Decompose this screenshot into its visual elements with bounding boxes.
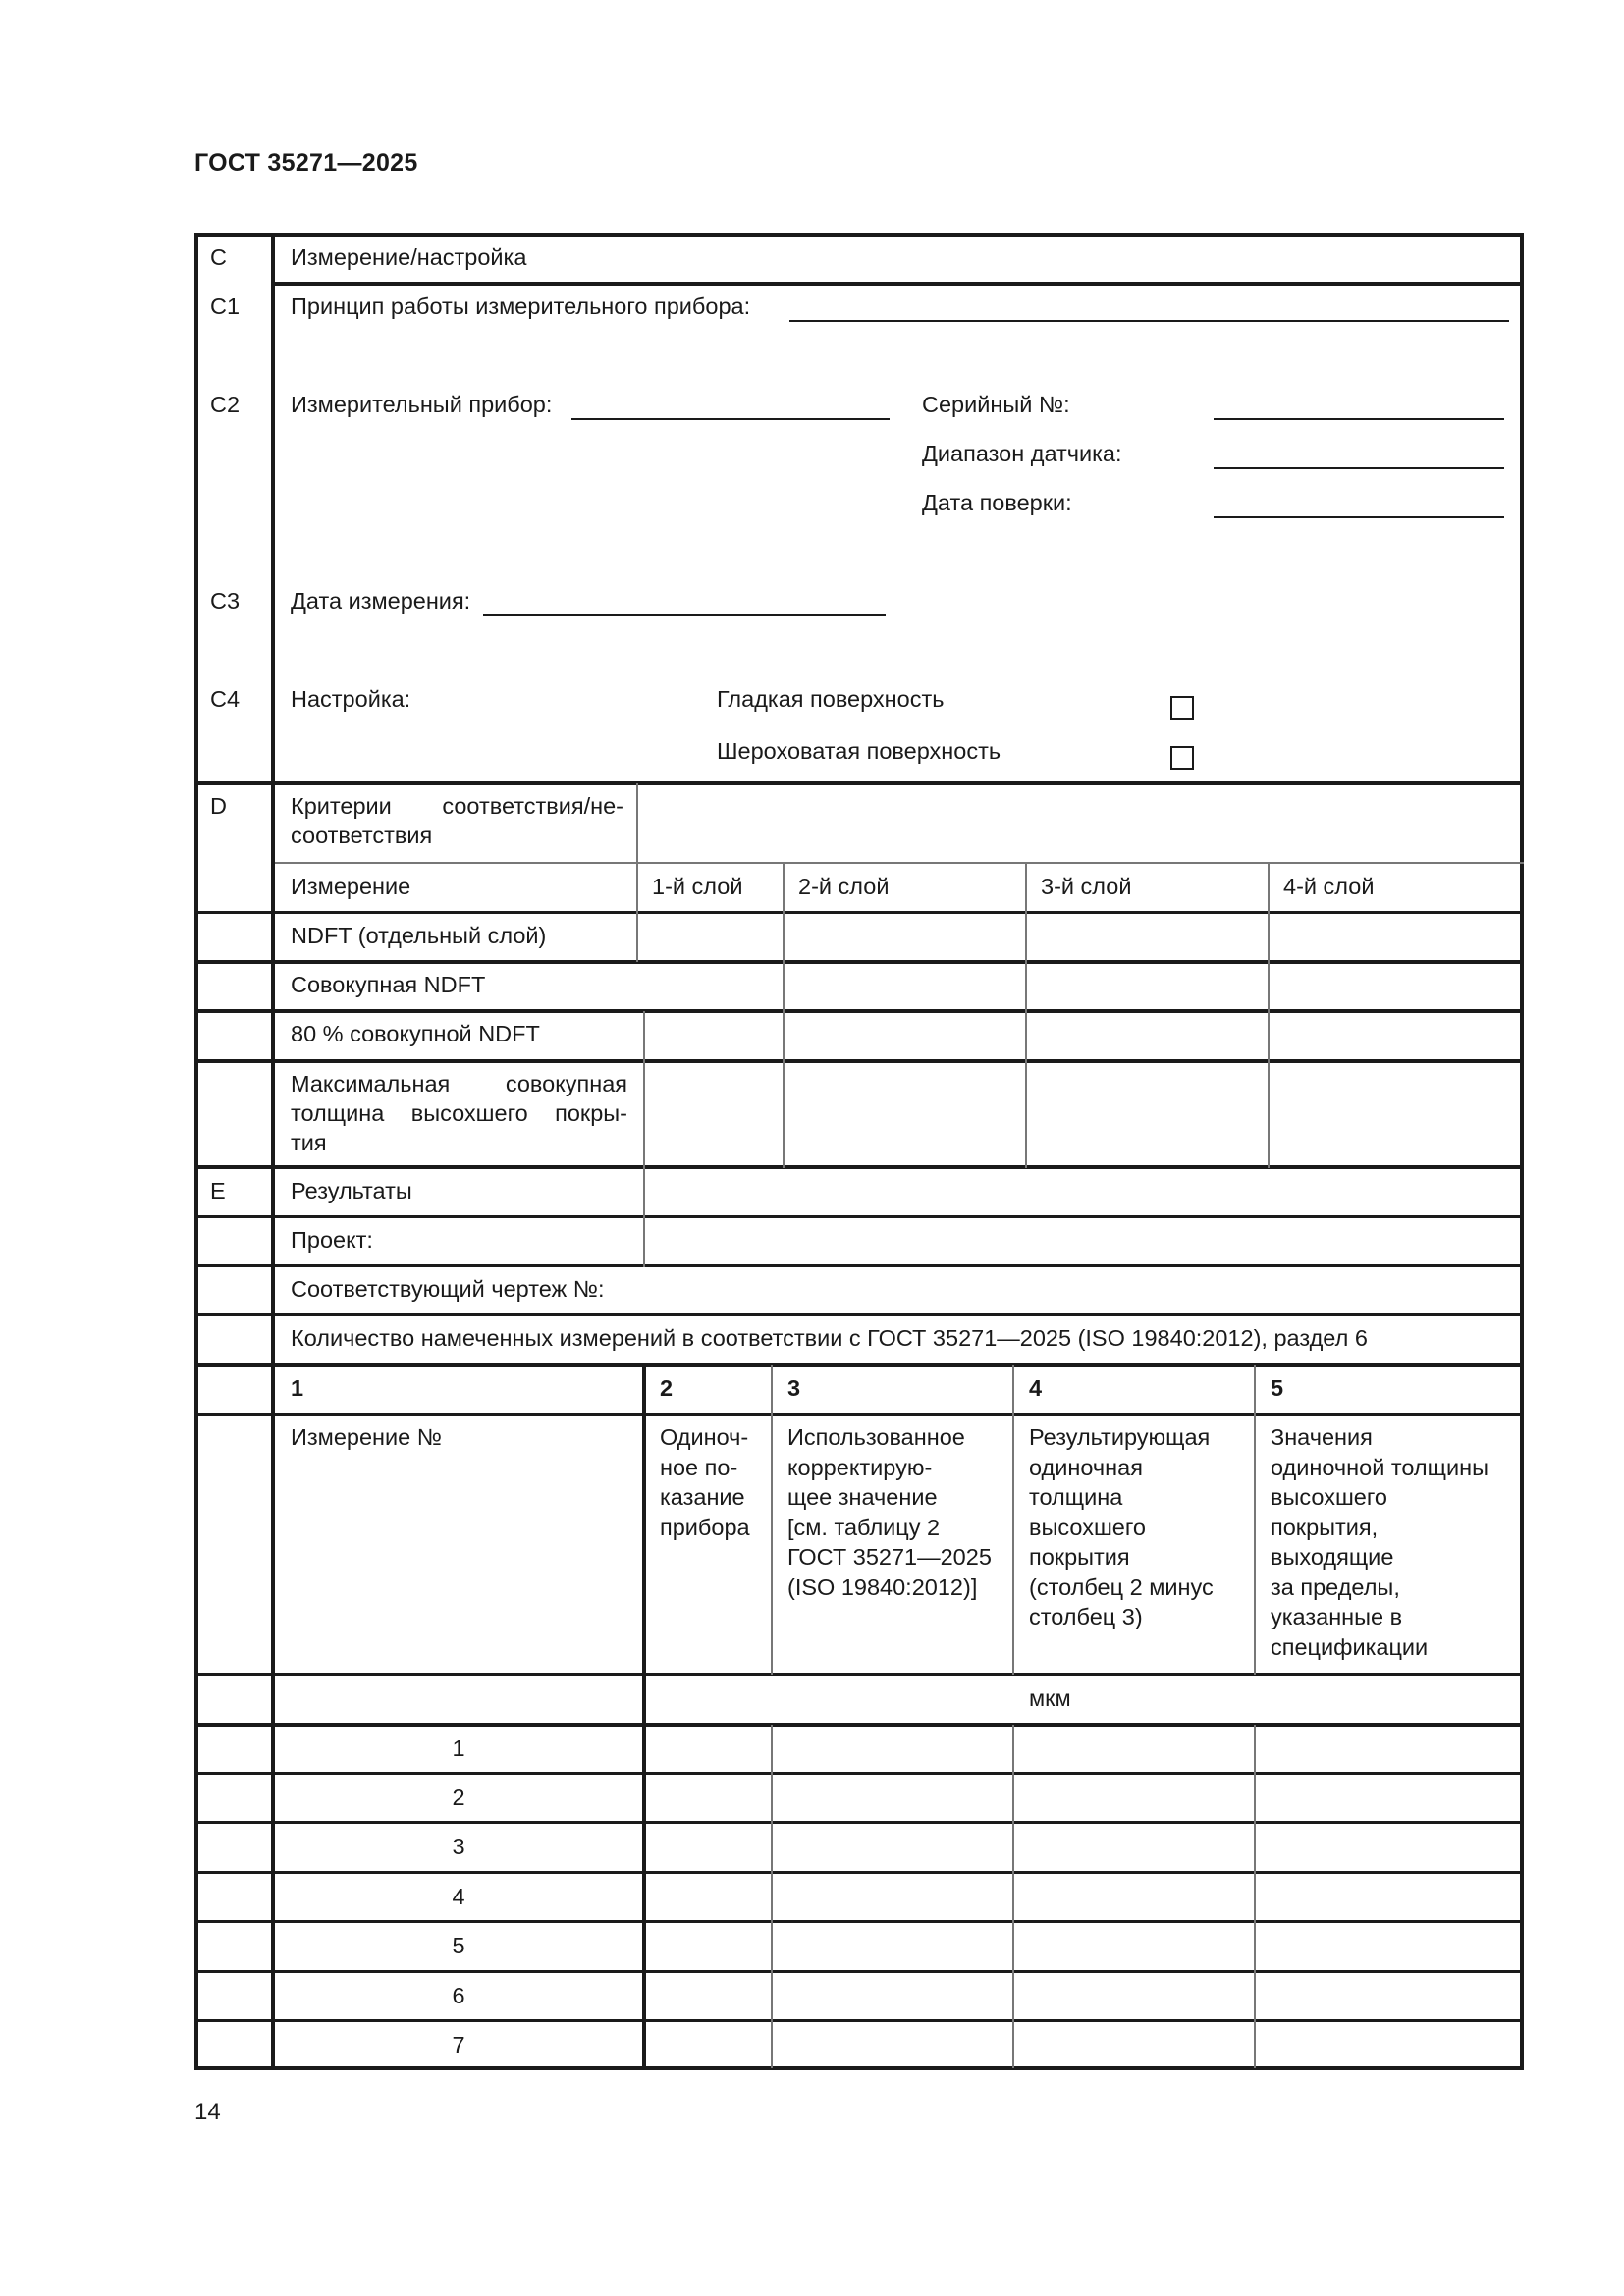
- rule: [194, 1723, 1524, 1727]
- c1-label: Принцип работы измерительного прибора:: [291, 294, 751, 319]
- results-label: Результаты: [291, 1178, 412, 1203]
- frame-top-border: [194, 233, 1524, 237]
- col-number-5: 5: [1271, 1375, 1284, 1401]
- col3-header-line: ГОСТ 35271—2025: [787, 1544, 992, 1570]
- col5-header-line: за пределы,: [1271, 1574, 1400, 1600]
- e-divider: [1254, 1365, 1256, 1675]
- d-divider: [1268, 1011, 1270, 1168]
- layer-2-header: 2-й слой: [798, 874, 890, 899]
- e-divider: [1012, 1725, 1014, 2068]
- col4-header-line: Результирующая: [1029, 1424, 1211, 1450]
- e-main-divider: [642, 1365, 646, 2068]
- rule: [194, 1772, 1524, 1775]
- rule: [275, 862, 1524, 864]
- col-number-4: 4: [1029, 1375, 1043, 1401]
- criteria-line2: соответствия: [291, 823, 433, 848]
- d-divider: [783, 1011, 785, 1168]
- c1-code: C1: [210, 294, 241, 319]
- d-divider: [643, 1011, 645, 1168]
- col-number-1: 1: [291, 1375, 304, 1401]
- rough-surface-checkbox[interactable]: [1170, 746, 1194, 770]
- col1-header: Измерение №: [291, 1424, 442, 1450]
- section-d-code: D: [210, 793, 227, 819]
- col5-header-line: покрытия,: [1271, 1514, 1379, 1540]
- e-divider: [1254, 1725, 1256, 2068]
- frame-right-border: [1520, 233, 1524, 2070]
- col4-header-line: высохшего: [1029, 1514, 1146, 1540]
- layer-1-header: 1-й слой: [652, 874, 743, 899]
- d-divider: [636, 783, 638, 962]
- d-divider: [1025, 1011, 1027, 1168]
- c3-answer-line: [483, 614, 886, 616]
- col4-header-line: одиночная: [1029, 1454, 1143, 1480]
- ndft-total-label: Совокупная NDFT: [291, 972, 486, 997]
- col2-header-line: Одиноч-: [660, 1424, 749, 1450]
- inspection-form-table: [194, 233, 1524, 2070]
- e-divider: [771, 1365, 773, 1675]
- project-label: Проект:: [291, 1227, 373, 1253]
- rule: [271, 282, 1524, 286]
- rule: [194, 1363, 1524, 1367]
- rule: [194, 1970, 1524, 1973]
- c2-instrument-label: Измерительный прибор:: [291, 392, 553, 417]
- measurement-row-number: 3: [452, 1834, 465, 1859]
- rule: [194, 1413, 1524, 1416]
- rule: [194, 1059, 1524, 1063]
- col3-header-line: [см. таблицу 2: [787, 1514, 941, 1540]
- col4-header-line: толщина: [1029, 1484, 1123, 1510]
- c2-calibration-label: Дата поверки:: [922, 490, 1072, 515]
- col5-header-line: выходящие: [1271, 1544, 1394, 1570]
- e-label-divider: [643, 1167, 645, 1267]
- e-divider: [1012, 1365, 1014, 1675]
- measurement-count-note: Количество намеченных измерений в соответствии с ГОСТ 35271—2025 (ISO 19840:2012), раздел 6: [291, 1325, 1368, 1351]
- col3-header-line: Использованное: [787, 1424, 965, 1450]
- d-divider: [1025, 864, 1027, 1011]
- c2-code: C2: [210, 392, 241, 417]
- rough-surface-label: Шероховатая поверхность: [717, 738, 1001, 764]
- rule: [194, 2019, 1524, 2022]
- unit-label: мкм: [1029, 1685, 1071, 1711]
- rule: [194, 1165, 1524, 1169]
- col4-header-line: (столбец 2 минус: [1029, 1574, 1214, 1600]
- measurement-row-number: 5: [452, 1933, 465, 1958]
- e-divider: [771, 1725, 773, 2068]
- smooth-surface-label: Гладкая поверхность: [717, 686, 945, 712]
- rule: [194, 1821, 1524, 1824]
- frame-left-border: [194, 233, 198, 2070]
- rule: [194, 1673, 1524, 1676]
- col5-header-line: одиночной толщины: [1271, 1454, 1489, 1480]
- layer-3-header: 3-й слой: [1041, 874, 1132, 899]
- col5-header-line: указанные в: [1271, 1604, 1403, 1629]
- rule: [194, 1215, 1524, 1218]
- col5-header-line: высохшего: [1271, 1484, 1387, 1510]
- document-title: ГОСТ 35271—2025: [194, 149, 418, 177]
- ndft-80-label: 80 % совокупной NDFT: [291, 1021, 540, 1046]
- c2-range-label: Диапазон датчика:: [922, 441, 1122, 466]
- max-thickness-line1: Максимальная совокупная: [291, 1071, 627, 1096]
- max-thickness-line2: толщина высохшего покры-: [291, 1100, 627, 1126]
- c1-answer-line: [789, 320, 1509, 322]
- col3-header-line: (ISO 19840:2012)]: [787, 1574, 978, 1600]
- c4-label: Настройка:: [291, 686, 411, 712]
- c3-label: Дата измерения:: [291, 588, 471, 614]
- d-divider: [1268, 864, 1270, 1011]
- col2-header-line: ное по-: [660, 1454, 738, 1480]
- col5-header-line: Значения: [1271, 1424, 1373, 1450]
- col5-header-line: спецификации: [1271, 1633, 1429, 1660]
- col4-header-line: покрытия: [1029, 1544, 1130, 1570]
- measurement-row-number: 1: [452, 1735, 465, 1761]
- c4-code: C4: [210, 686, 241, 712]
- c2-calibration-line: [1214, 516, 1504, 518]
- col2-header-line: прибора: [660, 1514, 750, 1540]
- c2-instrument-line: [571, 418, 890, 420]
- smooth-surface-checkbox[interactable]: [1170, 696, 1194, 720]
- section-c-code: C: [210, 244, 227, 270]
- max-thickness-line3: тия: [291, 1130, 327, 1155]
- section-c-title: Измерение/настройка: [291, 244, 527, 270]
- rule: [194, 960, 1524, 964]
- rule: [194, 911, 1524, 914]
- measurement-row-number: 7: [452, 2032, 465, 2057]
- measurement-row-number: 4: [452, 1884, 465, 1909]
- section-e-code: E: [210, 1178, 226, 1203]
- col2-header-line: казание: [660, 1484, 745, 1510]
- measurement-label: Измерение: [291, 874, 411, 899]
- rule: [194, 1920, 1524, 1923]
- criteria-line1: Критерии соответствия/не-: [291, 793, 623, 819]
- c2-range-line: [1214, 467, 1504, 469]
- col-number-3: 3: [787, 1375, 801, 1401]
- col3-header-line: щее значение: [787, 1484, 938, 1510]
- c2-serial-label: Серийный №:: [922, 392, 1070, 417]
- col4-header-line: столбец 3): [1029, 1604, 1143, 1629]
- rule: [194, 1009, 1524, 1013]
- col-number-2: 2: [660, 1375, 674, 1401]
- col3-header-line: корректирую-: [787, 1454, 933, 1480]
- c2-serial-line: [1214, 418, 1504, 420]
- page-number: 14: [194, 2099, 221, 2125]
- rule: [194, 781, 1524, 785]
- rule: [194, 1871, 1524, 1874]
- drawing-label: Соответствующий чертеж №:: [291, 1276, 605, 1302]
- ndft-single-label: NDFT (отдельный слой): [291, 923, 547, 948]
- layer-4-header: 4-й слой: [1283, 874, 1375, 899]
- d-divider: [783, 864, 785, 1011]
- frame-bottom-border: [194, 2066, 1524, 2070]
- rule: [194, 1264, 1524, 1267]
- measurement-row-number: 2: [452, 1785, 465, 1810]
- rule: [194, 1313, 1524, 1316]
- measurement-row-number: 6: [452, 1983, 465, 2008]
- c3-code: C3: [210, 588, 241, 614]
